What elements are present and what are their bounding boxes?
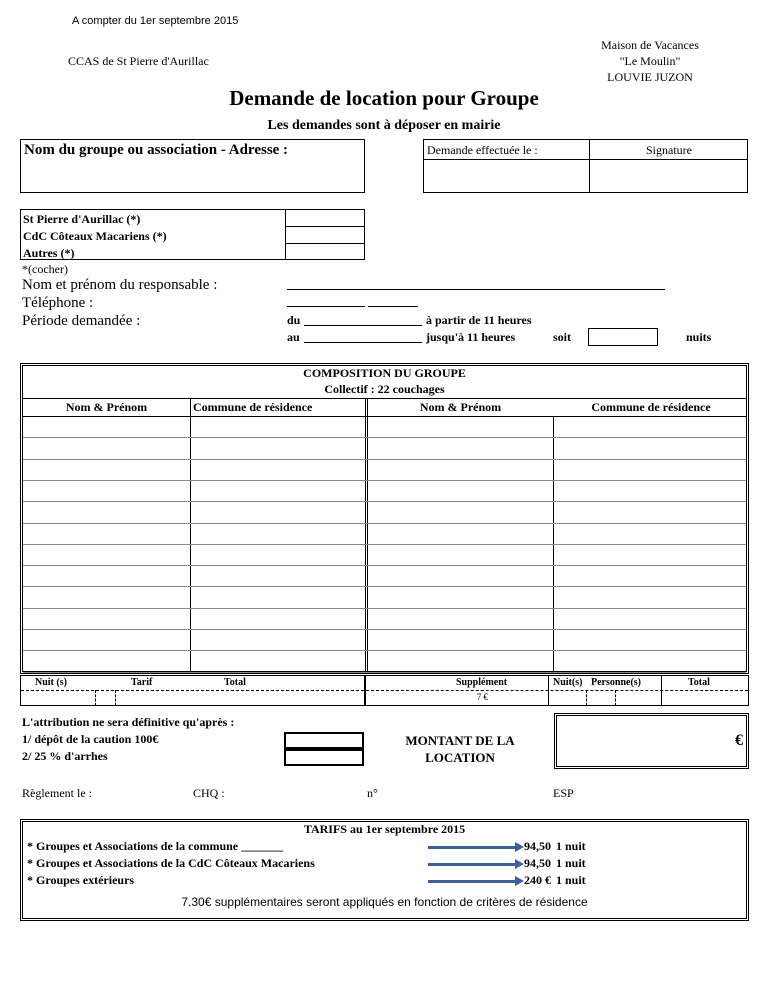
calc-header: Tarif — [131, 677, 153, 688]
origin-checkbox[interactable] — [287, 245, 363, 258]
soit-label: soit — [553, 330, 571, 344]
divider — [285, 210, 286, 259]
tarif-label: * Groupes extérieurs — [27, 873, 135, 887]
divider — [285, 226, 365, 227]
calc-header: Nuit(s) — [553, 677, 583, 688]
composition-subtitle: Collectif : 22 couchages — [324, 382, 445, 396]
supplement-value: 7 € — [476, 692, 488, 702]
attribution-block — [22, 714, 234, 765]
origin-table — [20, 209, 365, 260]
table-row-line — [23, 608, 746, 609]
table-row-line — [23, 480, 746, 481]
arrow-icon — [428, 880, 516, 883]
period-until: jusqu'à 11 heures — [426, 330, 516, 344]
supplement-total-field[interactable] — [663, 692, 747, 705]
table-row-line — [23, 459, 746, 460]
table-row-line — [23, 629, 746, 630]
tarifs-note: 7.30€ supplémentaires seront appliqués en fonction de critères de résidence — [181, 895, 588, 909]
tarifs-prices — [511, 838, 551, 889]
arrow-icon — [428, 863, 516, 866]
divider — [586, 690, 587, 706]
table-row-line — [23, 501, 746, 502]
tarifs-box — [20, 819, 749, 921]
calc-right-table — [365, 675, 749, 706]
responsible-field[interactable] — [287, 289, 665, 290]
period-end-field[interactable] — [304, 342, 422, 343]
divider — [23, 416, 746, 417]
divider — [365, 398, 368, 671]
montant-label — [380, 732, 540, 766]
org-right-line: LOUVIE JUZON — [607, 70, 693, 84]
euro-sign: € — [735, 732, 743, 749]
esp-label: ESP — [553, 786, 574, 800]
org-right — [580, 37, 720, 85]
subtitle: Les demandes sont à déposer en mairie — [267, 118, 501, 133]
group-name-label: Nom du groupe ou association - Adresse : — [24, 142, 289, 158]
composition-title: COMPOSITION DU GROUPE — [303, 366, 466, 380]
calc-header: Total — [224, 677, 246, 688]
group-name-box[interactable] — [20, 139, 365, 193]
org-right-line: Maison de Vacances — [601, 38, 699, 52]
tarifs-title: TARIFS au 1er septembre 2015 — [303, 822, 466, 836]
table-row-line — [23, 437, 746, 438]
cheque-number-label: n° — [367, 786, 378, 800]
table-row-line — [23, 586, 746, 587]
divider — [661, 676, 662, 705]
origin-checkbox[interactable] — [287, 211, 363, 225]
top-note: A compter du 1er septembre 2015 — [72, 15, 239, 27]
col-header: Nom & Prénom — [419, 400, 502, 414]
table-row-line — [23, 565, 746, 566]
divider — [366, 690, 748, 691]
phone-label: Téléphone : — [22, 295, 94, 311]
signature-field[interactable] — [591, 161, 747, 191]
col-header: Commune de résidence — [591, 400, 711, 414]
total-calc-field[interactable] — [117, 692, 362, 705]
nights-label: nuits — [686, 330, 712, 344]
divider — [95, 690, 96, 706]
calc-left-table — [20, 675, 365, 706]
calc-header: Personne(s) — [591, 677, 641, 688]
origin-option-label: St Pierre d'Aurillac (*) — [23, 212, 141, 226]
divider — [424, 159, 747, 160]
divider — [23, 398, 746, 399]
check-note: *(cocher) — [22, 262, 68, 276]
arrow-icon — [428, 846, 516, 849]
calc-header: Nuit (s) — [35, 677, 67, 688]
origin-option-label: Autres (*) — [23, 246, 75, 260]
reglement-label: Règlement le : — [22, 786, 92, 800]
period-from: à partir de 11 heures — [426, 313, 532, 327]
tarif-label: * Groupes et Associations de la CdC Côteaux Macariens — [27, 856, 315, 870]
origin-labels — [23, 211, 167, 262]
tarif-unit: 1 nuit — [556, 856, 586, 870]
calc-header: Total — [688, 677, 710, 688]
org-right-line: "Le Moulin" — [619, 54, 681, 68]
origin-option-label: CdC Côteaux Macariens (*) — [23, 229, 167, 243]
divider — [190, 398, 191, 671]
responsible-labels — [22, 276, 217, 330]
phone-field[interactable] — [368, 306, 418, 307]
tarif-price: 94,50 — [524, 839, 551, 853]
arrhes-input[interactable] — [284, 749, 364, 766]
supplement-persons-field[interactable] — [617, 692, 659, 705]
request-signature-box — [423, 139, 748, 193]
period-label: Période demandée : — [22, 313, 141, 329]
signature-label: Signature — [646, 143, 692, 157]
table-row-line — [23, 650, 746, 651]
period-du: du — [287, 313, 301, 327]
calc-header: Supplément — [456, 677, 508, 688]
montant-label-line: MONTANT DE LA — [405, 733, 515, 748]
caution-input[interactable] — [284, 732, 364, 749]
montant-label-line: LOCATION — [425, 750, 495, 765]
tarif-unit: 1 nuit — [556, 873, 586, 887]
period-start-field[interactable] — [304, 325, 422, 326]
col-header: Nom & Prénom — [65, 400, 148, 414]
montant-box[interactable] — [554, 713, 749, 769]
responsible-label: Nom et prénom du responsable : — [22, 277, 218, 293]
table-row-line — [23, 544, 746, 545]
chq-label: CHQ : — [193, 786, 225, 800]
composition-table — [20, 363, 749, 674]
divider — [548, 676, 549, 705]
tarif-label: * Groupes et Associations de la commune _______ — [27, 839, 284, 853]
attribution-item: 2/ 25 % d'arrhes — [22, 749, 108, 763]
tarif-price: 94,50 — [524, 856, 551, 870]
table-row-line — [23, 523, 746, 524]
nights-input[interactable] — [588, 328, 658, 346]
org-left: CCAS de St Pierre d'Aurillac — [68, 54, 209, 68]
divider — [285, 243, 365, 244]
origin-checkbox[interactable] — [287, 228, 363, 242]
divider — [115, 690, 116, 706]
divider — [615, 690, 616, 706]
col-header: Commune de résidence — [193, 400, 313, 414]
nights-calc-field[interactable] — [23, 692, 93, 705]
supplement-nights-field[interactable] — [550, 692, 584, 705]
tarif-unit: 1 nuit — [556, 839, 586, 853]
request-date-field[interactable] — [425, 161, 588, 191]
tarif-price: 240 € — [524, 873, 551, 887]
request-date-label: Demande effectuée le : — [427, 143, 538, 157]
attribution-title: L'attribution ne sera définitive qu'après : — [22, 715, 235, 729]
divider — [21, 690, 364, 691]
tarifs-units — [556, 838, 586, 889]
table-row-line — [23, 672, 746, 673]
page-title: Demande de location pour Groupe — [229, 86, 539, 110]
attribution-item: 1/ dépôt de la caution 100€ — [22, 732, 159, 746]
period-au: au — [287, 330, 300, 344]
tarifs-labels — [27, 838, 315, 889]
phone-field[interactable] — [287, 306, 365, 307]
